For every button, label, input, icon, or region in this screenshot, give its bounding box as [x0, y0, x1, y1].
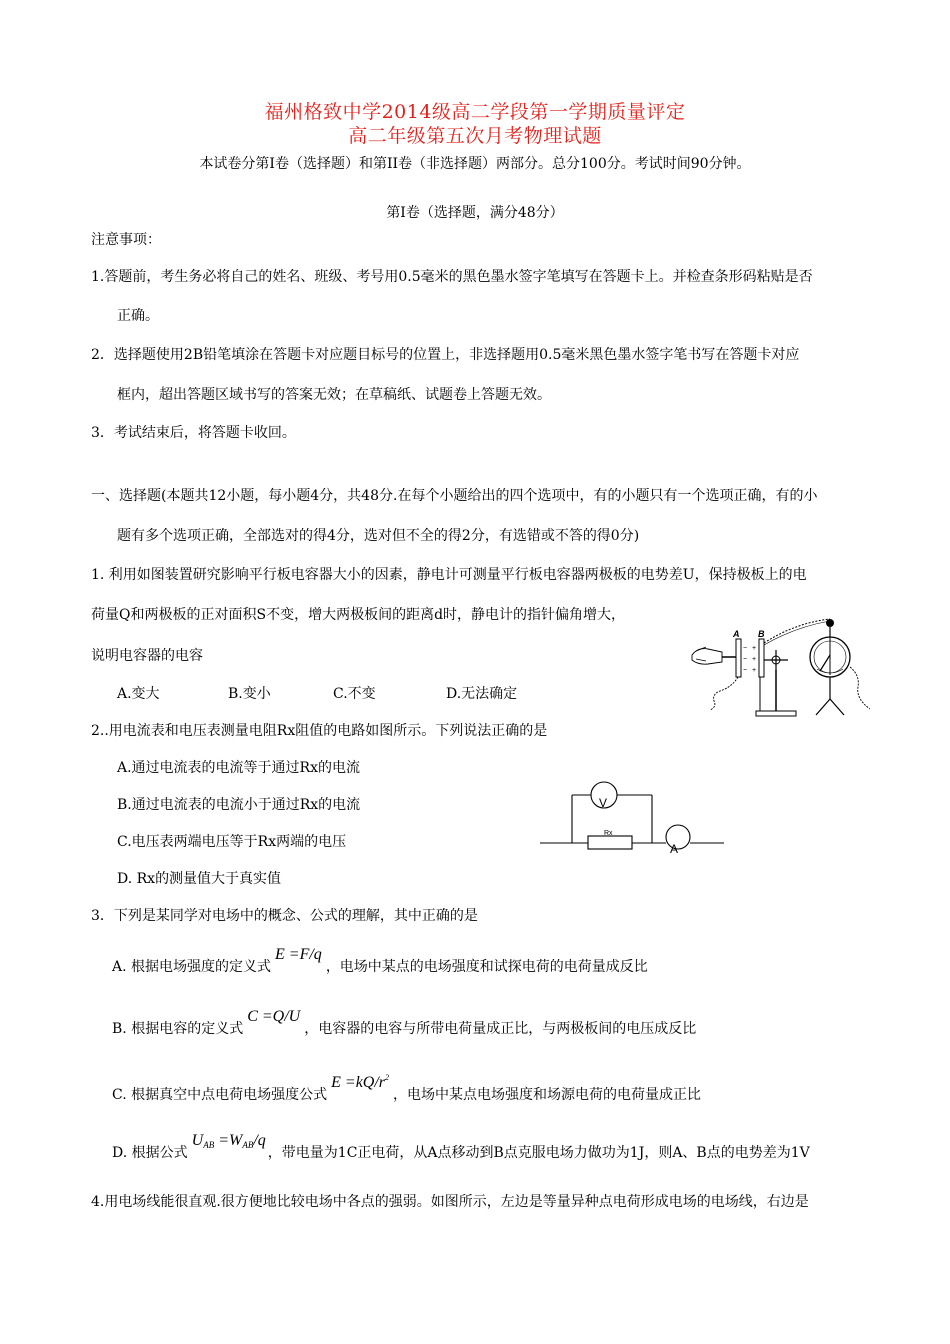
q1-option-b: B.变小 — [228, 686, 271, 702]
exam-title-line1: 福州格致中学2014级高二学段第一学期质量评定 — [264, 101, 686, 123]
q3-option-c — [112, 1073, 702, 1104]
q1-line3: 说明电容器的电容 — [91, 648, 203, 664]
q3-option-c-formula: $E =kQ/r^2$ — [331, 1073, 390, 1091]
ground-wire — [710, 677, 738, 710]
plate-a — [736, 639, 741, 677]
notice-1-line2: 正确。 — [117, 308, 159, 324]
exam-title-line2: 高二年级第五次月考物理试题 — [348, 125, 602, 147]
stand-base — [756, 711, 796, 716]
q3-option-a — [112, 946, 648, 976]
plate-b — [759, 639, 764, 677]
q3-option-d — [112, 1132, 810, 1166]
q2-option-a: A.通过电流表的电流等于通过Rx的电流 — [117, 760, 360, 776]
voltmeter-label: V — [599, 796, 608, 810]
q2-option-b: B.通过电流表的电流小于通过Rx的电流 — [117, 797, 361, 813]
svg-text:−: − — [743, 645, 748, 652]
q3-option-a-formula: E =F/q — [275, 946, 322, 963]
q1-line2: 荷量Q和两极板的正对面积S不变，增大两极板间的距离d时，静电计的指针偏角增大， — [91, 607, 626, 623]
ammeter-voltmeter-circuit — [538, 775, 728, 855]
svg-text:−: − — [743, 656, 748, 663]
q4-line1: 4.用电场线能很直观.很方便地比较电场中各点的强弱。如图所示，左边是等量异种点电荷形成电场的电场线，右边是 — [91, 1194, 809, 1210]
plate-a-label: A — [733, 629, 740, 639]
resistor-rx — [588, 836, 632, 849]
q3-option-b — [112, 1008, 697, 1038]
svg-text:+: + — [752, 667, 757, 674]
svg-text:−: − — [743, 667, 748, 674]
q3-option-d-prefix: D. 根据公式 — [112, 1145, 188, 1161]
notice-3-line1: 3．考试结束后，将答题卡收回。 — [91, 425, 296, 441]
q3-option-c-suffix: ，电场中某点电场强度和场源电荷的电荷量成正比 — [393, 1087, 702, 1103]
q1-line1: 1. 利用如图装置研究影响平行板电容器大小的因素，静电计可测量平行板电容器两极板的电势差U，保持极板上的电 — [91, 567, 807, 583]
section1-line2: 题有多个选项正确，全部选对的得4分，选对但不全的得2分，有选错或不答的得0分) — [117, 528, 640, 544]
svg-text:+: + — [752, 645, 757, 652]
q2-option-d: D. Rx的测量值大于真实值 — [117, 871, 282, 887]
q1-option-a: A.变大 — [117, 686, 160, 702]
exam-intro: 本试卷分第Ⅰ卷（选择题）和第II卷（非选择题）两部分。总分100分。考试时间90分钟。 — [199, 156, 751, 172]
q3-option-c-prefix: C. 根据真空中点电荷电场强度公式 — [112, 1087, 328, 1103]
section1-line1: 一、选择题(本题共12小题，每小题4分，共48分.在每个小题给出的四个选项中，有的小题只有一个选项正确，有的小 — [91, 488, 818, 504]
ammeter-label: A — [670, 842, 679, 855]
q3-option-a-suffix: ，电场中某点的电场强度和试探电荷的电荷量成反比 — [325, 959, 648, 975]
q3-option-a-prefix: A. 根据电场强度的定义式 — [112, 959, 272, 975]
capacitor-electrometer-figure — [690, 615, 870, 725]
q3-option-b-prefix: B. 根据电容的定义式 — [112, 1021, 244, 1037]
notice-2-line1: 2．选择题使用2B铅笔填涂在答题卡对应题目标号的位置上，非选择题用0.5毫米黑色墨水签字笔书写在答题卡对应 — [91, 347, 800, 363]
q2-stem: 2..用电流表和电压表测量电阻Rx阻值的电路如图所示。下列说法正确的是 — [91, 723, 548, 739]
q3-stem: 3．下列是某同学对电场中的概念、公式的理解，其中正确的是 — [91, 908, 478, 924]
q3-option-d-formula: $U_{AB} =W_{AB}/q$ — [191, 1132, 266, 1150]
part1-heading: 第Ⅰ卷（选择题，满分48分） — [386, 205, 564, 221]
q2-option-c: C.电压表两端电压等于Rx两端的电压 — [117, 834, 347, 850]
q1-option-c: C.不变 — [333, 686, 376, 702]
electroscope-needle — [820, 655, 830, 671]
electroscope-knob — [826, 619, 834, 627]
notice-1-line1: 1.答题前，考生务必将自己的姓名、班级、考号用0.5毫米的黑色墨水签字笔填写在答题卡上。并检查条形码粘贴是否 — [91, 269, 813, 285]
svg-text:+: + — [752, 656, 757, 663]
q3-option-b-formula: C =Q/U — [247, 1008, 301, 1025]
notice-title: 注意事项： — [91, 232, 161, 248]
q1-option-d: D.无法确定 — [446, 686, 518, 702]
resistor-label: Rx — [604, 830, 613, 837]
q3-option-b-suffix: ，电容器的电容与所带电荷量成正比，与两极板间的电压成反比 — [304, 1021, 697, 1037]
plate-b-label: B — [758, 629, 765, 639]
notice-2-line2: 框内，超出答题区域书写的答案无效；在草稿纸、试题卷上答题无效。 — [117, 387, 551, 403]
q3-option-d-suffix: ，带电量为1C正电荷，从A点移动到B点克服电场力做功为1J，则A、B点的电势差为1V — [267, 1145, 810, 1161]
